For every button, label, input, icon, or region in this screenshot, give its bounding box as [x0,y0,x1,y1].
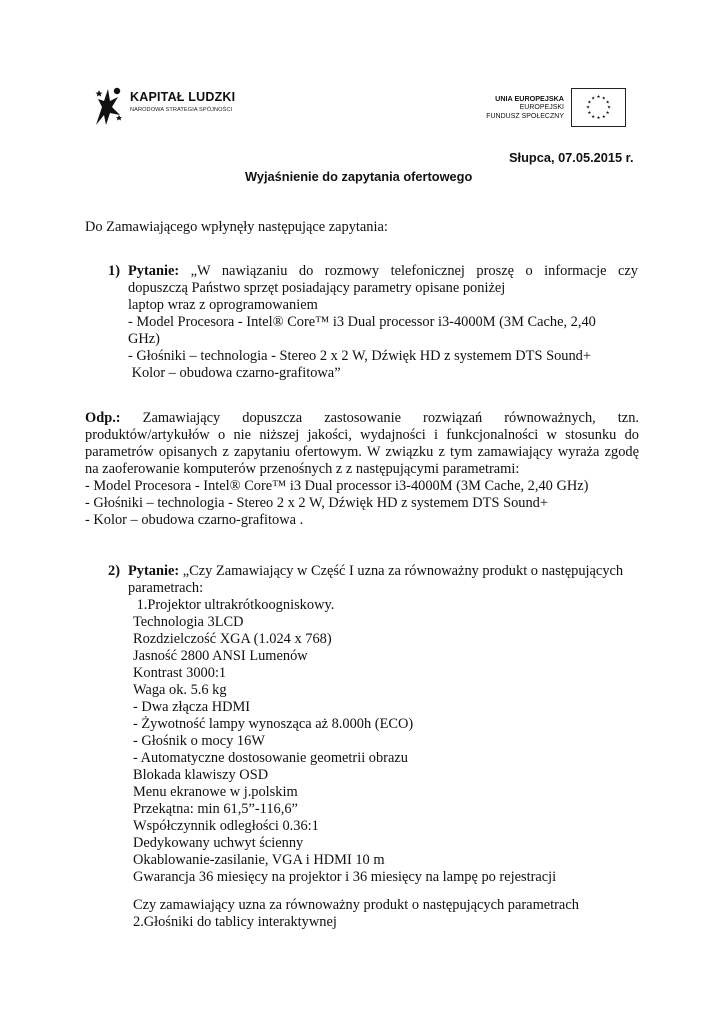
eu-logo-line1: UNIA EUROPEJSKA [495,94,564,103]
question2-item: Kontrast 3000:1 [133,665,227,681]
question2-first-line [128,563,640,580]
question2-item: Współczynnik odległości 0.36:1 [133,818,319,834]
document-title: Wyjaśnienie do zapytania ofertowego [245,169,473,184]
question2-items [133,597,633,886]
question2-tail-line: 2.Głośniki do tablicy interaktywnej [133,914,337,930]
svg-text:★: ★ [605,110,610,116]
question2-item: Technologia 3LCD [133,614,244,630]
question2-item: Okablowanie-zasilanie, VGA i HDMI 10 m [133,852,385,868]
kapital-ludzki-subtitle: NARODOWA STRATEGIA SPÓJNOŚCI [130,107,233,113]
question2-first-line-text: „Czy Zamawiający w Część I uzna za równoważny produkt o następujących [182,563,624,579]
svg-text:★: ★ [601,114,606,120]
question1-line: - Głośniki – technologia - Stereo 2 x 2 W, Dźwięk HD z systemem DTS Sound+ [128,348,591,364]
answer1-first-line [85,410,639,427]
question2-item: - Głośnik o mocy 16W [133,733,265,749]
question2-item: 1.Projektor ultrakrótkoogniskowy. [133,597,335,613]
question1-first-line-text: „W nawiązaniu do rozmowy telefonicznej proszę o informacje czy [190,263,638,279]
question2-item: Jasność 2800 ANSI Lumenów [133,648,308,664]
question1 [128,263,638,382]
answer1-line: na zaoferowanie komputerów przenośnych z z następującymi parametrami: [85,461,520,477]
question2-number: 2) [108,563,120,579]
question2-tail-line: Czy zamawiający uzna za równoważny produkt o następujących parametrach [133,897,579,913]
answer1-first-line-text: Zamawiający dopuszcza zastosowanie rozwiązań równoważnych, tzn. [142,410,639,426]
answer1-line: - Kolor – obudowa czarno-grafitowa . [85,512,304,528]
question2-item: - Żywotność lampy wynosząca aż 8.000h (ECO) [133,716,414,732]
svg-text:★: ★ [587,100,592,106]
question1-label: Pytanie: [128,263,180,279]
document-date: Słupca, 07.05.2015 r. [509,150,634,165]
answer1-line: produktów/artykułów o nie niższej jakości, wydajności i funkcjonalności w stosunku do [85,427,639,443]
kapital-ludzki-emblem-icon [92,85,126,127]
eu-logo-text [486,94,564,121]
eu-stars-icon [572,89,625,126]
question1-first-line [128,263,638,280]
eu-logo [470,86,626,128]
answer1-line: parametrów opisanych z zapytaniu ofertowym. W związku z tym zamawiający wyraża zgodę [85,444,639,460]
question2-item: - Automatyczne dostosowanie geometrii obrazu [133,750,408,766]
svg-text:★: ★ [587,110,592,116]
question2-item: Menu ekranowe w j.polskim [133,784,298,800]
question1-line: Kolor – obudowa czarno-grafitowa” [128,365,341,381]
eu-logo-line2: EUROPEJSKI [519,104,564,111]
question2-label: Pytanie: [128,563,180,579]
question1-line: laptop wraz z oprogramowaniem [128,297,318,313]
answer1 [85,410,639,529]
question2-item: Przekątna: min 61,5”-116,6” [133,801,298,817]
question2-tail [133,897,633,931]
question1-line: dopuszczą Państwo sprzęt posiadający parametry opisane poniżej [128,280,506,296]
svg-text:★: ★ [591,96,596,102]
svg-text:★: ★ [596,95,601,100]
question2-item: Rozdzielczość XGA (1.024 x 768) [133,631,332,647]
question2-item: Dedykowany uchwyt ścienny [133,835,304,851]
answer1-label: Odp.: [85,410,121,426]
svg-text:★: ★ [596,116,601,122]
kapital-ludzki-title: KAPITAŁ LUDZKI [130,90,236,104]
svg-text:★: ★ [606,105,612,111]
question1-number: 1) [108,263,120,279]
svg-text:★: ★ [591,114,596,120]
svg-text:★: ★ [605,100,610,106]
answer1-line: - Model Procesora - Intel® Core™ i3 Dual processor i3-4000M (3M Cache, 2,40 GHz) [85,478,589,494]
eu-flag-icon [571,88,626,127]
kapital-ludzki-logo [92,85,252,127]
question2-item: Blokada klawiszy OSD [133,767,269,783]
eu-logo-line3: FUNDUSZ SPOŁECZNY [486,113,564,120]
question2-line: parametrach: [128,580,204,596]
intro-text: Do Zamawiającego wpłynęły następujące zapytania: [85,219,388,235]
svg-text:★: ★ [585,105,591,111]
question2-item: - Dwa złącza HDMI [133,699,251,715]
question1-line: - Model Procesora - Intel® Core™ i3 Dual processor i3-4000M (3M Cache, 2,40 [128,314,596,330]
question2-item: Waga ok. 5.6 kg [133,682,227,698]
question2-item: Gwarancja 36 miesięcy na projektor i 36 miesięcy na lampę po rejestracji [133,869,557,885]
question2 [128,563,640,597]
answer1-line: - Głośniki – technologia - Stereo 2 x 2 W, Dźwięk HD z systemem DTS Sound+ [85,495,548,511]
question1-line: GHz) [128,331,160,347]
svg-text:★: ★ [601,96,606,102]
